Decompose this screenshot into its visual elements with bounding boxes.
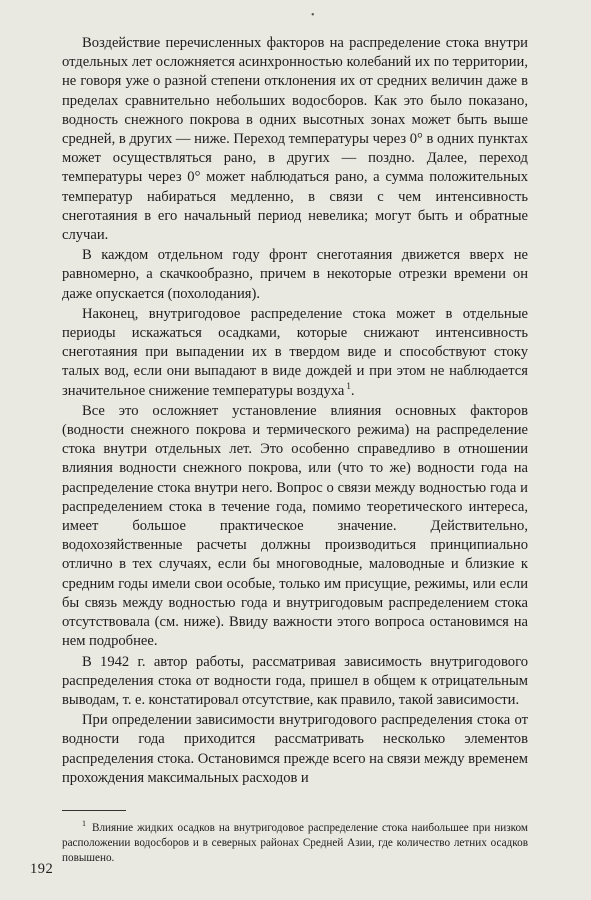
footnote bbox=[62, 821, 528, 866]
paragraph-4: Все это осложняет установление влияния основных факторов (водности снежного покрова и термического режима) на распределение стока внутри отдельных лет. Это особенно справедливо в отношении влияния водности снежного покрова, или (что то же) водности года на распределение стока внутри него. Вопрос о связи между водностью года и распределением стока в течение года, помимо теоретического интереса, имеет большое практическое значение. Действительно, водохозяйственные расчеты должны производиться принципиально отлично в тех случаях, если бы многоводные, маловодные и близкие к средним годы имели свои особые, только им присущие, режимы, или если бы связь между водностью года и внутригодовым распределением стока отсутствовала (см. ниже). Ввиду важности этого вопроса остановимся на нем подробнее. bbox=[62, 402, 528, 650]
footnote-text: Влияние жидких осадков на внутригодовое распределение стока наибольшее при низком расположении водосборов и в северных районах Средней Азии, где количество летних осадков повышено. bbox=[62, 821, 528, 864]
page-number: 192 bbox=[30, 861, 54, 877]
body-text bbox=[62, 34, 528, 788]
footnote-mark: 1 bbox=[82, 819, 86, 829]
paragraph-5: В 1942 г. автор работы, рассматривая зависимость внутригодового распределения стока от водности года, пришел в общем к отрицательным выводам, т. е. констатировал отсутствие, как правило, такой зависимости. bbox=[62, 653, 528, 708]
paragraph-1: Воздействие перечисленных факторов на распределение стока внутри отдельных лет осложняется асинхронностью колебаний их по территории, не говоря уже о разной степени отклонения их от средних величин даже в пределах сравнительно небольших водосборов. Как это было показано, водность снежного покрова в одних высотных зонах может быть выше средней, в других — ниже. Переход температуры через 0° в одних пунктах может осуществляться рано, в других — поздно. Далее, переход температуры через 0° может наблюдаться рано, а сумма положительных температур набираться медленно, в связи с чем интенсивность снеготаяния в его начальный период невелика; могут быть и обратные случаи. bbox=[62, 35, 528, 244]
footnote-divider bbox=[62, 810, 126, 811]
paragraph-6: При определении зависимости внутригодового распределения стока от водности года приходится рассматривать несколько элементов распределения стока. Остановимся прежде всего на связи между временем прохождения максимальных расходов и bbox=[62, 712, 528, 786]
paragraph-3 bbox=[62, 305, 528, 401]
top-mark: • bbox=[311, 10, 315, 21]
footnote-reference: 1 bbox=[346, 380, 351, 391]
paragraph-2: В каждом отдельном году фронт снеготаяния движется вверх не равномерно, а скачкообразно, причем в некоторые отрезки времени он даже опускается (похолодания). bbox=[62, 247, 528, 302]
paragraph-3-end: . bbox=[350, 382, 355, 399]
paragraph-3-text: Наконец, внутригодовое распределение стока может в отдельные периоды искажаться осадками, которые снижают интенсивность снеготаяния при выпадении их в твердом виде и способствуют стоку талых вод, если они выпадают в виде дождей и при этом не наблюдается значительное снижение температуры воздуха bbox=[62, 305, 528, 399]
